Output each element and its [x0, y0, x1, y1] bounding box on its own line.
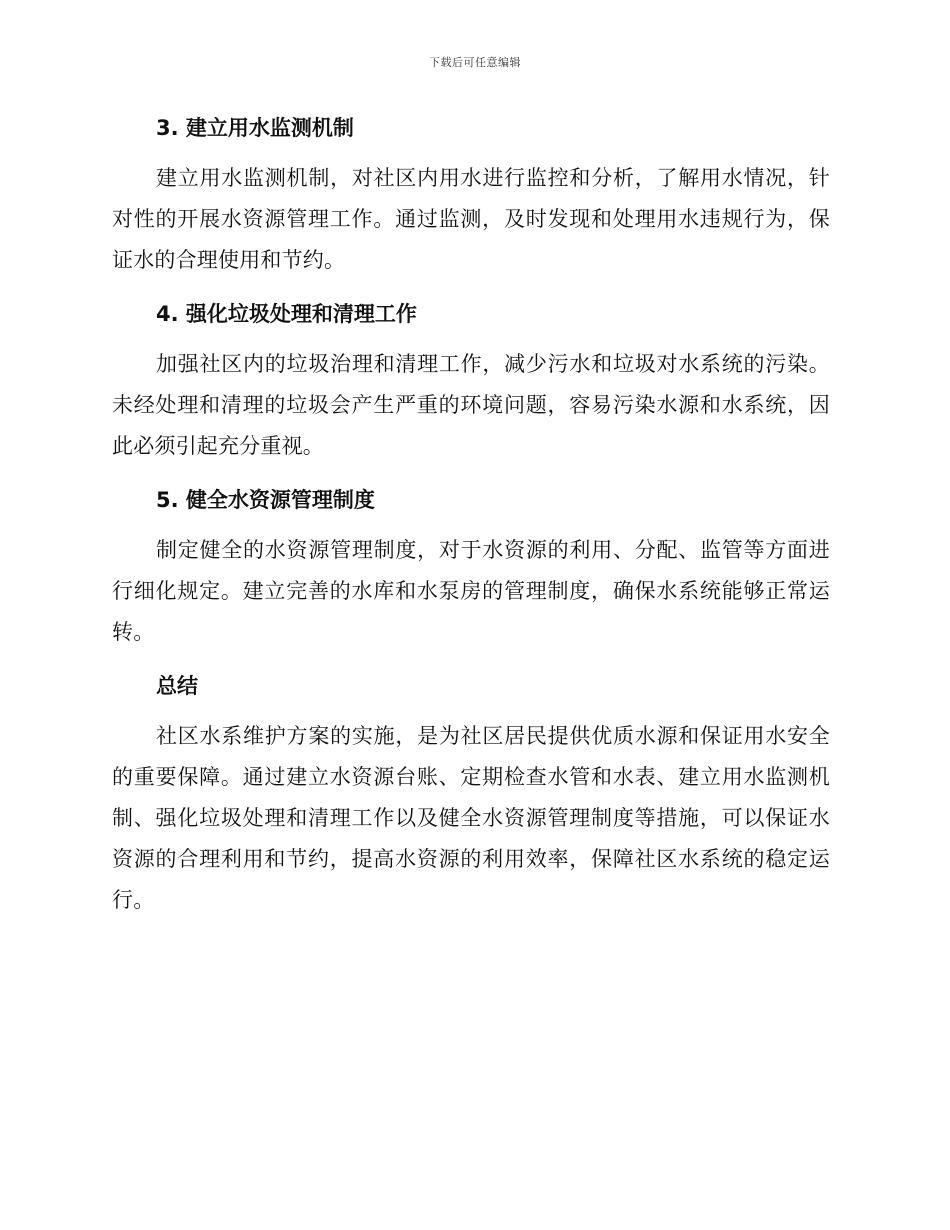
- section-paragraph-4: 加强社区内的垃圾治理和清理工作，减少污水和垃圾对水系统的污染。未经处理和清理的垃圾会产生严重的环境问题，容易污染水源和水系统，因此必须引起充分重视。: [112, 352, 830, 458]
- summary-heading: 总结: [156, 674, 198, 698]
- document-body: [112, 108, 830, 934]
- section-paragraph-3: 建立用水监测机制，对社区内用水进行监控和分析，了解用水情况，针对性的开展水资源管理工作。通过监测，及时发现和处理用水违规行为，保证水的合理使用和节约。: [112, 166, 830, 272]
- page-header: 下载后可任意编辑: [429, 56, 521, 69]
- section-heading-5: 5. 健全水资源管理制度: [156, 488, 375, 512]
- section-paragraph-5: 制定健全的水资源管理制度，对于水资源的利用、分配、监管等方面进行细化规定。建立完善的水库和水泵房的管理制度，确保水系统能够正常运转。: [112, 538, 830, 644]
- section-heading-4: 4. 强化垃圾处理和清理工作: [156, 302, 417, 326]
- summary-paragraph: 社区水系维护方案的实施，是为社区居民提供优质水源和保证用水安全的重要保障。通过建立水资源台账、定期检查水管和水表、建立用水监测机制、强化垃圾处理和清理工作以及健全水资源管理制度等措施，可以保证水资源的合理利用和节约，提高水资源的利用效率，保障社区水系统的稳定运行。: [112, 724, 830, 912]
- section-heading-3: 3. 建立用水监测机制: [156, 116, 354, 140]
